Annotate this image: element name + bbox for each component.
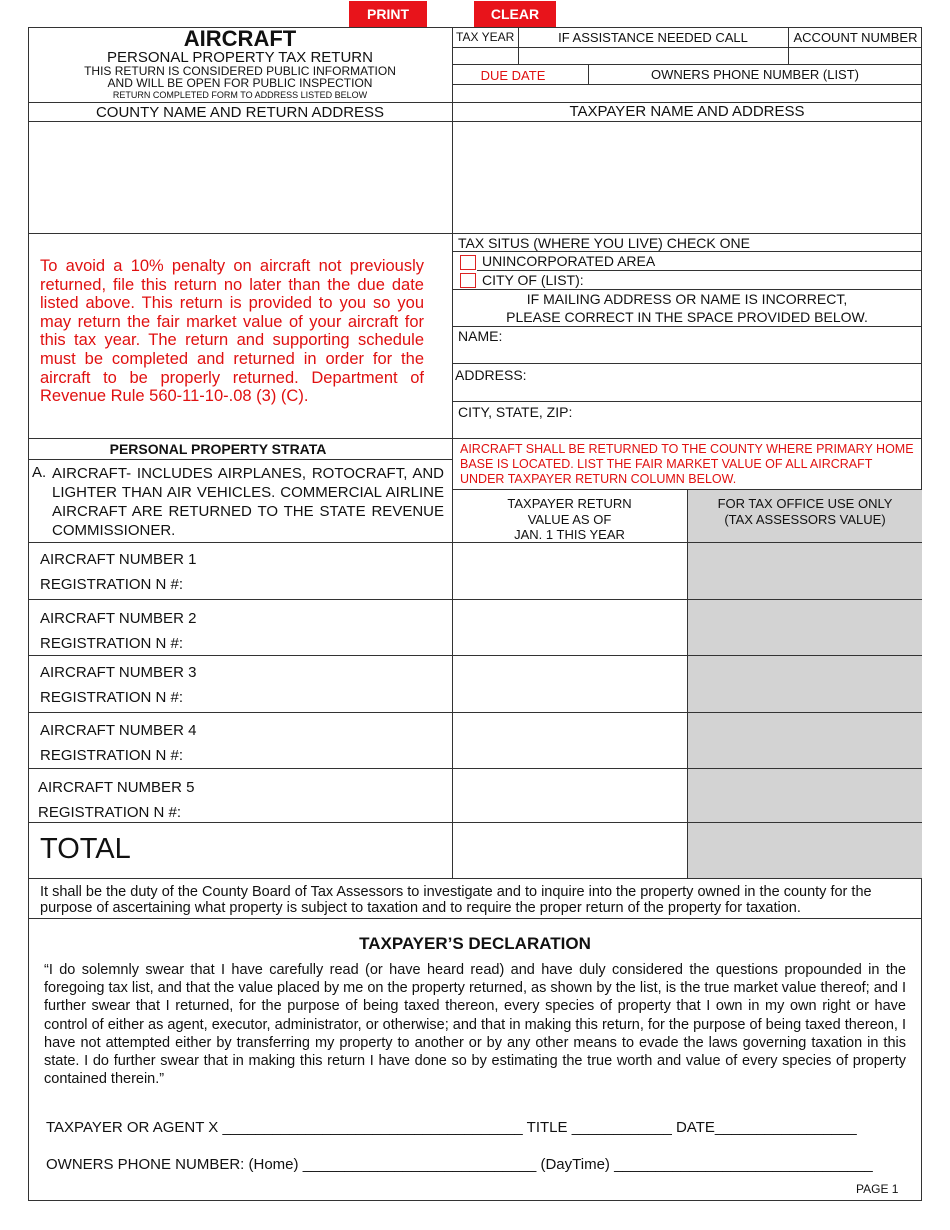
aircraft-number-1: AIRCRAFT NUMBER 1 [40,551,197,568]
owners-phone-label: OWNERS PHONE NUMBER (LIST) [650,67,859,82]
correction-notice-2: PLEASE CORRECT IN THE SPACE PROVIDED BELOW. [506,309,868,325]
agent-signature-blank[interactable]: ____________________________________ [222,1119,523,1136]
aircraft-number-4: AIRCRAFT NUMBER 4 [40,722,197,739]
registration-2: REGISTRATION N #: [40,635,184,652]
taxpayer-return-line1: TAXPAYER RETURN [507,496,632,511]
correction-notice-1: IF MAILING ADDRESS OR NAME IS INCORRECT, [526,291,848,307]
phone-daytime-label: (DayTime) [540,1156,610,1173]
account-number-label: ACCOUNT NUMBER [793,30,918,45]
return-county-notice: AIRCRAFT SHALL BE RETURNED TO THE COUNTY WHERE PRIMARY HOME BASE IS LOCATED. LIST THE FAIR MARKET VALUE OF ALL AIRCRAFT UNDER TAXPAYER RETURN COLUMN BELOW. [460,442,914,486]
city-of-input[interactable] [590,272,923,288]
aircraft-2-value-input[interactable] [455,617,688,637]
address-label: ADDRESS: [455,367,527,383]
tax-office-column-shade [688,490,922,878]
public-notice-1: THIS RETURN IS CONSIDERED PUBLIC INFORMATION [84,64,396,78]
page-number: PAGE 1 [856,1182,899,1196]
aircraft-number-5: AIRCRAFT NUMBER 5 [38,779,195,796]
phone-home-label: OWNERS PHONE NUMBER: (Home) [46,1156,299,1173]
aircraft-number-2: AIRCRAFT NUMBER 2 [40,610,197,627]
taxpayer-address-heading: TAXPAYER NAME AND ADDRESS [569,103,805,120]
date-blank[interactable]: _________________ [714,1119,857,1136]
aircraft-5-value-input[interactable] [455,786,688,806]
due-date-label: DUE DATE [480,68,546,83]
phone-line [46,1156,873,1173]
registration-4-input[interactable] [190,746,448,764]
aircraft-number-3: AIRCRAFT NUMBER 3 [40,664,197,681]
print-button[interactable]: PRINT [349,1,427,27]
tax-office-heading [688,496,922,527]
strata-item-a-prefix: A. [32,464,47,481]
registration-2-input[interactable] [190,634,448,652]
taxpayer-return-line2: VALUE AS OF [527,511,612,527]
return-instruction: RETURN COMPLETED FORM TO ADDRESS LISTED BELOW [112,90,368,100]
duty-statement: It shall be the duty of the County Board of Tax Assessors to investigate and to inquire into the property owned in the county for the purpose of ascertaining what property is subject to taxation and to require the proper return of the property for taxation. [40,884,872,916]
tax-year-input[interactable] [453,48,521,63]
address-input[interactable] [530,378,924,398]
registration-3: REGISTRATION N #: [40,689,184,706]
taxpayer-return-heading [452,496,687,543]
phone-home-blank[interactable]: ____________________________ [302,1156,537,1173]
name-label: NAME: [458,328,503,344]
county-address-heading: COUNTY NAME AND RETURN ADDRESS [95,104,385,121]
form-subtitle: PERSONAL PROPERTY TAX RETURN [107,49,373,66]
tax-year-label: TAX YEAR [456,30,515,44]
city-checkbox[interactable] [460,273,476,288]
tax-office-line2: (TAX ASSESSORS VALUE) [724,511,886,527]
form-title: AIRCRAFT [183,26,297,51]
aircraft-4-value-input[interactable] [455,730,688,750]
assistance-label: IF ASSISTANCE NEEDED CALL [558,30,748,45]
date-label: DATE [675,1119,715,1136]
city-state-zip-input[interactable] [580,414,924,434]
taxpayer-address-area[interactable] [456,124,924,229]
penalty-notice: To avoid a 10% penalty on aircraft not previously returned, file this return no later than the due date listed above. This return is provided to you so you may return the fair market value of your aircraft for this tax year. The return and supporting schedule must be completed and returned in order for the aircraft to be properly returned. Department of Revenue Rule 560-11-10-.08 (3) (C). [40,257,424,406]
phone-daytime-blank[interactable]: _______________________________ [614,1156,873,1173]
city-state-zip-label: CITY, STATE, ZIP: [458,404,573,420]
registration-4: REGISTRATION N #: [40,747,184,764]
taxpayer-return-line3: JAN. 1 THIS YEAR [514,527,625,542]
signature-line [46,1119,857,1136]
county-address-area[interactable] [32,124,454,229]
registration-3-input[interactable] [190,688,448,706]
header-block [28,28,452,101]
public-notice-2: AND WILL BE OPEN FOR PUBLIC INSPECTION [107,76,373,90]
declaration-title: TAXPAYER’S DECLARATION [359,934,591,953]
account-number-input[interactable] [789,48,925,63]
aircraft-1-value-input[interactable] [455,560,688,580]
assistance-phone-input[interactable] [519,48,791,63]
strata-heading: PERSONAL PROPERTY STRATA [109,441,327,457]
tax-situs-heading: TAX SITUS (WHERE YOU LIVE) CHECK ONE [458,235,750,251]
owners-phone-input[interactable] [453,85,925,100]
agent-label: TAXPAYER OR AGENT X [46,1119,219,1136]
declaration-text: “I do solemnly swear that I have carefully read (or have heard read) and have duly considered the questions propounded in the foregoing tax list, and that the value placed by me on the property returned, as shown by the list, is the true market value thereof; and I further swear that I returned, for the purpose of being taxed thereon, every species of property that I own in my own right or have control of either as agent, executor, administrator, or otherwise; and that in making this return, for the purpose of being taxed thereon, I have not attempted either by transferring my property to another or by any other means to evade the laws governing taxation in this state. I do further swear that in making this return I have done so by estimating the true worth and value of every species of property contained therein.” [44,962,906,1088]
registration-1: REGISTRATION N #: [40,576,184,593]
registration-5: REGISTRATION N #: [38,804,182,821]
clear-button[interactable]: CLEAR [474,1,556,27]
registration-1-input[interactable] [190,575,448,593]
registration-5-input[interactable] [190,803,448,821]
unincorporated-label: UNINCORPORATED AREA [482,253,656,269]
total-value-input[interactable] [455,840,688,862]
unincorporated-checkbox[interactable] [460,255,476,270]
tax-office-line1: FOR TAX OFFICE USE ONLY [717,496,893,511]
aircraft-3-value-input[interactable] [455,673,688,693]
strata-item-a: AIRCRAFT- INCLUDES AIRPLANES, ROTOCRAFT, AND LIGHTER THAN AIR VEHICLES. COMMERCIAL AIRLINE AIRCRAFT ARE RETURNED TO THE STATE REVENUE COMMISSIONER. [52,465,444,539]
title-label: TITLE [526,1119,568,1136]
total-label: TOTAL [40,833,131,865]
title-blank[interactable]: ____________ [571,1119,672,1136]
city-of-label: CITY OF (LIST): [482,272,584,288]
name-input[interactable] [506,340,924,360]
